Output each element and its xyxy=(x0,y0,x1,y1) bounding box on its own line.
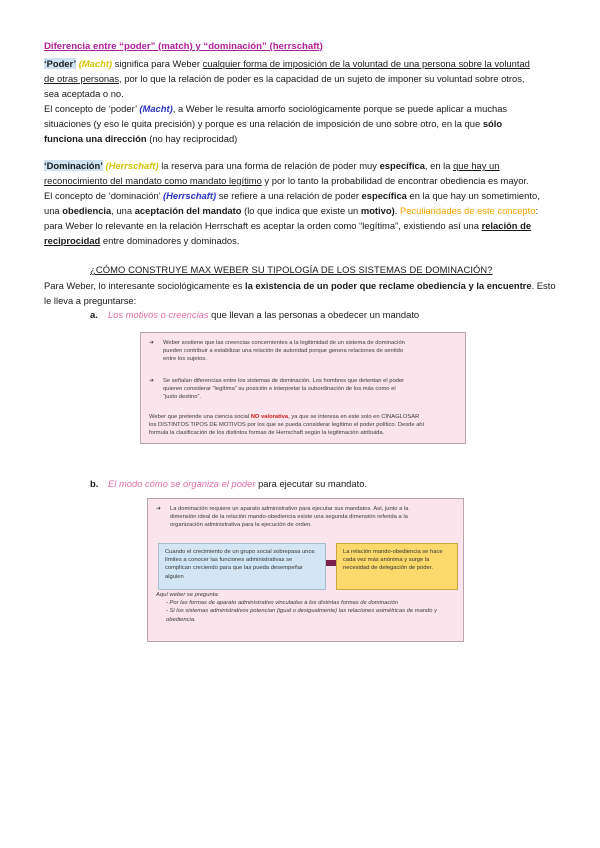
box-a-b1-l1: Weber sostiene que las creencias concernientes a la legitimidad de un sistema de dominación xyxy=(163,340,405,346)
box-b-intro-text xyxy=(170,505,455,530)
box-a-b1-l2: pueden contribuir a estabilizar una relación de autoridad porque genera relaciones de sentido xyxy=(163,348,404,355)
box-a-p-l3: formula la clasificación de los distintos formas de Herrschaft según la legitimación atribuida. xyxy=(149,430,385,437)
dom-bold-3: específica xyxy=(361,190,407,201)
item-b-text: para ejecutar su mandato. xyxy=(255,478,368,489)
box-b-yellow-note: La relación mando-obediencia se hace cada vez más anónima y surge la necesidad de delegación de poder. xyxy=(336,543,458,590)
dom-line-2 xyxy=(44,173,574,188)
dom-text-2: y por lo tanto la probabilidad de encontrar obediencia es mayor. xyxy=(261,175,529,186)
dom-orange-peculiaridades: Peculiaridades de este concepto xyxy=(399,205,536,216)
box-b-q1: Por las formas de aparato administrativo vinculadas a los distintas formas de dominación xyxy=(169,600,398,607)
box-a-b2-l3: “justo destino”. xyxy=(163,394,202,401)
item-a-label: a. xyxy=(90,309,98,320)
poder-text-2: , por lo que la relación de poder es la capacidad de un sujeto de imponer su voluntad sobre otros, xyxy=(119,73,525,84)
poder-p2-text-b: , a Weber le resulta amorfo sociológicamente porque se puede aplicar a muchas xyxy=(172,103,508,114)
dom-text-3b: se refiere a una relación de poder xyxy=(216,190,362,201)
poder-term: ‘Poder’ xyxy=(44,58,77,69)
poder-line-3: sea aceptada o no. xyxy=(44,88,124,99)
poder-p2-line-1 xyxy=(44,101,574,116)
poder-term-de: (Macht) xyxy=(78,58,113,69)
box-b-q2: Si los sistemas administrativos potencian (igual o desigualmente) las relaciones asimétricas de mando y obediencia. xyxy=(166,608,437,623)
dom-text-3a: El concepto de ‘dominación’ xyxy=(44,190,163,201)
dom-text-1a: la reserva para una forma de relación de poder muy xyxy=(158,160,380,171)
dom-bold-underlined-6: reciprocidad xyxy=(44,235,101,246)
arrow-bullet-icon: ➔ xyxy=(156,506,161,512)
dom-colon: : xyxy=(535,205,539,216)
dom-text-4a: una xyxy=(44,205,63,216)
item-b-label: b. xyxy=(90,478,99,489)
poder-p2-text-2: situaciones (y eso le quita precisión) y porque es una relación de imposición de uno sobre otro, en la que xyxy=(44,118,483,129)
poder-p2-bold-2: funciona una dirección xyxy=(44,133,147,144)
dom-bold-4f: motivo) xyxy=(360,205,395,216)
dom-text-4g: . xyxy=(394,205,400,216)
dom-underlined-1: que hay un xyxy=(453,160,500,171)
dom-text-4c: , una xyxy=(111,205,135,216)
box-b-q2-row: - Si los sistemas administrativos potencian (igual o desigualmente) las relaciones asimétricas de mando y obediencia. xyxy=(166,608,437,623)
dominacion-term: ‘Dominación’ xyxy=(44,160,103,171)
dom-term-de-2: (Herrschaft) xyxy=(163,190,217,201)
dom-text-4e: (lo que indica que existe un xyxy=(241,205,361,216)
section-heading: ¿CÓMO CONSTRUYE MAX WEBER SU TIPOLOGÍA DE LOS SISTEMAS DE DOMINACIÓN? xyxy=(90,264,493,275)
box-b-question: Aquí weber se pregunta: xyxy=(156,592,220,598)
box-a-b1-l3: entre los sujetos. xyxy=(163,356,207,363)
box-b-l3: organización administrativa para la ejecución de orden. xyxy=(170,522,312,529)
dom-line-3 xyxy=(44,188,574,203)
item-a-text: que llevan a las personas a obedecer un mandato xyxy=(208,309,420,320)
box-a-b2-l2: quieren considerar “legítima” su posición e interpretar la subordinación de los más como el xyxy=(163,386,396,393)
dom-line-6 xyxy=(44,233,574,248)
section-intro xyxy=(44,278,574,308)
dom-text-5a: para Weber lo relevante en la relación Herrschaft es aceptar la orden como “legítima”, existiendo así una xyxy=(44,220,482,231)
box-a-bullet1-text xyxy=(163,339,457,364)
dominacion-paragraph xyxy=(44,158,574,248)
item-b-pink: El modo cómo se organiza el poder xyxy=(108,478,256,489)
poder-p2-text-3: (no hay reciprocidad) xyxy=(146,133,238,144)
intro-line-1 xyxy=(44,278,574,293)
box-a xyxy=(140,332,466,444)
dom-text-3d: en la que hay un sometimiento, xyxy=(406,190,540,201)
poder-p2-bold: sólo xyxy=(482,118,503,129)
dom-bold-underlined-5: relación de xyxy=(481,220,532,231)
box-a-p-l1 xyxy=(149,413,457,421)
box-b-l1: La dominación requiere un aparato administrativo para ejecutar sus mandatos. Así, junto a la xyxy=(170,506,409,512)
box-a-paragraph xyxy=(149,413,457,438)
dom-bold-4d: aceptación del mandato xyxy=(134,205,242,216)
item-b xyxy=(90,478,367,489)
item-a-pink: Los motivos o creencias xyxy=(108,309,209,320)
poder-p2-line-3 xyxy=(44,131,574,146)
dom-line-1 xyxy=(44,158,574,173)
poder-paragraph xyxy=(44,56,574,146)
box-a-bullet2-text xyxy=(163,377,457,402)
box-a-b2-l1: Se señalan diferencias entre los sistemas de dominación. Los hombres que detentan el poder xyxy=(163,378,405,384)
arrow-bullet-icon: ➔ xyxy=(149,340,154,346)
dom-line-5 xyxy=(44,218,574,233)
box-b-blue-note: Cuando el crecimiento de un grupo social sobrepasa unos límites a conocer las funciones administrativas se complican creciendo para que las pueda desempeñar alguien xyxy=(158,543,326,590)
box-b xyxy=(147,498,464,642)
page-title: Diferencia entre “poder” (match) y “dominación” (herrschaft) xyxy=(44,41,323,52)
box-a-p-l2: los DISTINTOS TIPOS DE MOTIVOS por los que se pueda considerar legítimo el poder político. Desde ahí xyxy=(149,422,425,429)
item-a xyxy=(90,309,419,320)
dom-line-4 xyxy=(44,203,574,218)
dom-text-6: entre dominadores y dominados. xyxy=(100,235,240,246)
poder-p2-text: El concepto de ‘poder’ xyxy=(44,103,140,114)
box-a-p-l1c: , ya que se interesa en este solo en CINAGLOSAR xyxy=(288,414,420,420)
intro-bold: la existencia de un poder que reclame obediencia y la encuentre xyxy=(244,280,532,291)
poder-underlined: cualquier forma de imposición de la voluntad de una persona sobre la voluntad xyxy=(202,58,530,69)
box-a-p-l1a: Weber que pretende una ciencia social xyxy=(149,414,251,420)
poder-line-1 xyxy=(44,56,574,71)
box-a-red-bold: NO valorativa xyxy=(250,414,289,420)
dom-underlined-2: reconocimiento del mandato como mandato legítimo xyxy=(44,175,262,186)
intro-text-a: Para Weber, lo interesante sociológicamente es xyxy=(44,280,245,291)
arrow-bullet-icon: ➔ xyxy=(149,378,154,384)
dom-bold-4b: obediencia xyxy=(62,205,112,216)
poder-line-2 xyxy=(44,71,574,86)
intro-line-2: le lleva a preguntarse: xyxy=(44,295,137,306)
dom-text-1c: , en la xyxy=(424,160,454,171)
dom-bold-1: específica xyxy=(379,160,425,171)
poder-underlined-2: de otras personas xyxy=(44,73,120,84)
box-b-l2: dimensión ideal de la relación mando-obediencia existe una segunda dimensión referida a la xyxy=(170,514,408,521)
poder-p2-term-de: (Macht) xyxy=(139,103,173,114)
box-b-question-block xyxy=(156,591,455,624)
box-b-q1-row: - Por las formas de aparato administrativo vinculadas a los distintas formas de dominación xyxy=(166,600,398,607)
poder-p2-line-2 xyxy=(44,116,574,131)
dominacion-term-de: (Herrschaft) xyxy=(105,160,159,171)
intro-text-c: . Esto xyxy=(531,280,556,291)
poder-text: significa para Weber xyxy=(112,58,203,69)
